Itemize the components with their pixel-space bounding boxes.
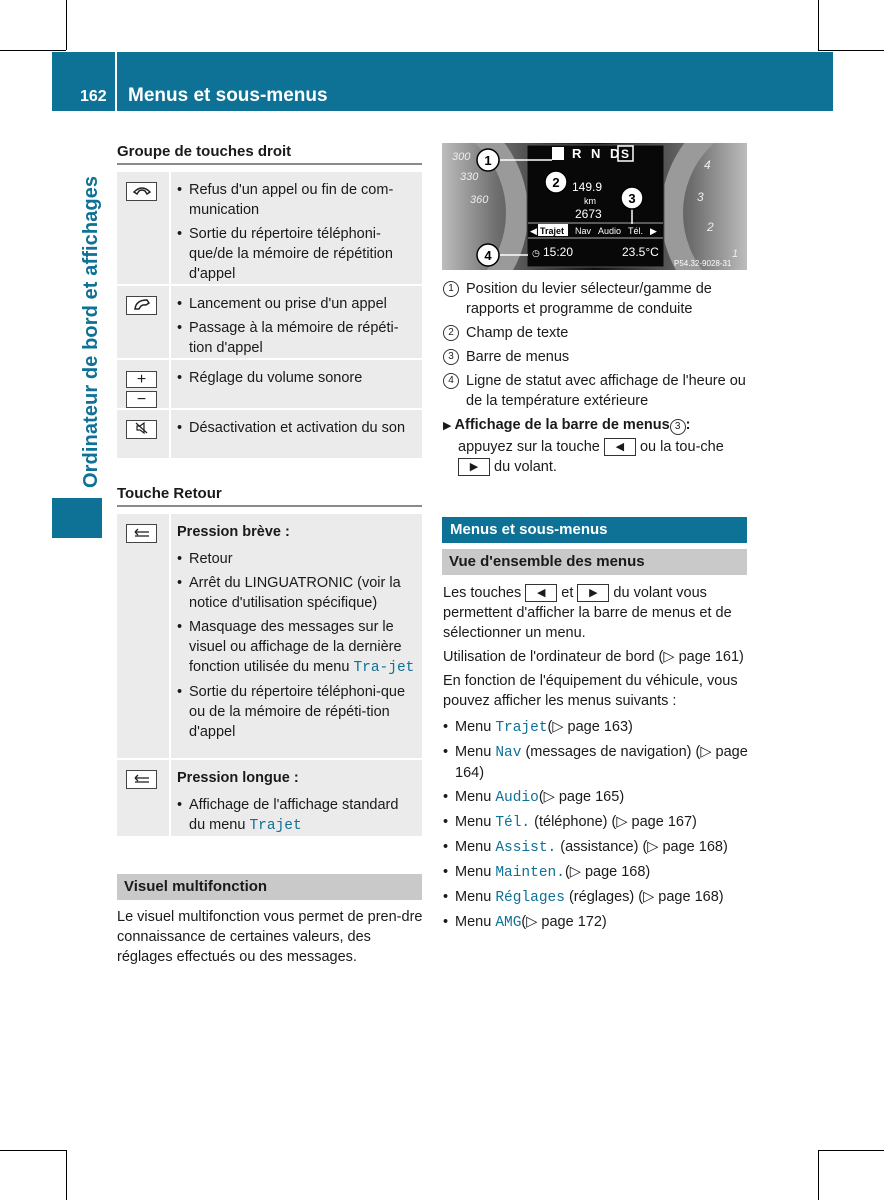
header-divider bbox=[115, 52, 117, 111]
menu-bar-item: Audio bbox=[598, 226, 622, 236]
status-temp: 23.5°C bbox=[622, 245, 659, 259]
menu-term-link[interactable]: Trajet bbox=[495, 720, 548, 736]
list-item: • Réglage du volume sonore bbox=[177, 368, 416, 388]
menu-list-item bbox=[443, 912, 749, 933]
menu-suffix: (assistance) (▷ page 168) bbox=[560, 839, 728, 855]
menu-bar-item: Tél. bbox=[628, 226, 644, 236]
instruction-body bbox=[443, 437, 748, 477]
distance-unit: km bbox=[584, 196, 596, 206]
dial-label: 330 bbox=[460, 171, 479, 183]
menu-list-item bbox=[443, 787, 749, 808]
right-arrow-button-icon: ▶ bbox=[458, 458, 490, 476]
crop-mark bbox=[66, 1150, 67, 1200]
legend-item bbox=[443, 279, 753, 319]
menu-list-item bbox=[443, 837, 749, 858]
list-item: • Désactivation et activation du son bbox=[177, 418, 416, 438]
menu-left-arrow: ◀ bbox=[530, 226, 537, 236]
callout-number: 4 bbox=[484, 248, 492, 263]
legend-text: Champ de texte bbox=[466, 325, 569, 341]
dial-label: 4 bbox=[704, 158, 711, 172]
crop-mark bbox=[818, 0, 819, 50]
instrument-cluster-illustration bbox=[442, 143, 747, 270]
callout-number: 3 bbox=[628, 191, 636, 206]
legend-text: Barre de menus bbox=[466, 349, 570, 365]
right-arrow-button-icon: ▶ bbox=[577, 584, 609, 602]
menu-term-link[interactable]: Réglages bbox=[495, 890, 565, 906]
legend-item bbox=[443, 323, 753, 343]
menu-right-arrow: ▶ bbox=[650, 226, 657, 236]
left-arrow-button-icon: ◀ bbox=[604, 438, 636, 456]
drive-mode: S bbox=[621, 147, 630, 161]
section-rule bbox=[117, 505, 422, 507]
paragraph-text: du volant vous permettent d'afficher la barre de menus et de sélectionner un menu. bbox=[443, 585, 732, 641]
list-item: • Refus d'un appel ou fin de com-munication bbox=[177, 180, 416, 220]
menu-term-link[interactable]: Nav bbox=[495, 745, 522, 761]
legend-text: Ligne de statut avec affichage de l'heure ou de la température extérieure bbox=[466, 373, 746, 409]
crop-mark bbox=[0, 1150, 66, 1151]
list-item-text: Affichage de l'affichage standard du menu bbox=[189, 797, 399, 833]
menus-paragraph: En fonction de l'équipement du véhicule, vous pouvez afficher les menus suivants : bbox=[443, 673, 738, 709]
volume-minus-icon: − bbox=[126, 391, 157, 408]
visuel-heading-text: Visuel multifonction bbox=[124, 878, 268, 895]
instruction-text: du volant. bbox=[494, 459, 557, 475]
page-header bbox=[52, 52, 833, 111]
table-row bbox=[117, 360, 422, 410]
list-item: • Lancement ou prise d'un appel bbox=[177, 294, 416, 314]
instruction-text: ou la tou-che bbox=[639, 439, 724, 455]
chapter-side-tab bbox=[52, 498, 102, 538]
volume-plus-icon: + bbox=[126, 371, 157, 388]
instruction-text: appuyez sur la touche bbox=[458, 439, 600, 455]
menu-prefix: Menu bbox=[455, 814, 492, 830]
menu-prefix: Menu bbox=[455, 744, 492, 760]
menu-prefix: Menu bbox=[455, 864, 492, 880]
back-key-icon bbox=[126, 524, 157, 543]
menu-term-link[interactable]: Tra-jet bbox=[353, 660, 415, 676]
short-press-label: Pression brève : bbox=[177, 524, 290, 540]
crop-mark bbox=[0, 50, 66, 51]
list-item: • Arrêt du LINGUATRONIC (voir la notice d'utilisation spécifique) bbox=[177, 573, 416, 613]
step-arrow-icon: ▶ bbox=[443, 420, 455, 432]
page-number: 162 bbox=[80, 88, 107, 105]
legend-number: 3 bbox=[670, 419, 686, 435]
menu-term-link[interactable]: Tél. bbox=[495, 815, 531, 831]
menu-suffix: (▷ page 165) bbox=[538, 789, 625, 805]
menu-prefix: Menu bbox=[455, 914, 492, 930]
table-row bbox=[117, 286, 422, 360]
table-row bbox=[117, 410, 422, 460]
crop-mark bbox=[66, 0, 67, 50]
paragraph-text: Les touches bbox=[443, 585, 522, 601]
menus-section-heading bbox=[442, 517, 747, 543]
instruction-lead-text: Affichage de la barre de menus bbox=[454, 417, 670, 433]
menu-suffix: (téléphone) (▷ page 167) bbox=[534, 814, 697, 830]
visuel-paragraph: Le visuel multifonction vous permet de pren-dre connaissance de certaines valeurs, des réglages effectués ou des messages. bbox=[117, 909, 423, 965]
status-time: 15:20 bbox=[543, 245, 574, 259]
menu-bar-item: Trajet bbox=[540, 226, 565, 236]
gear-indicator: P R N D bbox=[554, 146, 623, 161]
menus-body bbox=[443, 583, 749, 937]
menu-list-item bbox=[443, 862, 749, 883]
trip-distance: 149.9 bbox=[572, 180, 603, 194]
list-item bbox=[177, 617, 416, 678]
dial-label: 3 bbox=[697, 190, 704, 204]
instruction-lead: ▶ Affichage de la barre de menus 3 : bbox=[443, 417, 691, 433]
visuel-heading bbox=[117, 874, 422, 900]
menu-prefix: Menu bbox=[455, 839, 492, 855]
menu-term-link[interactable]: Trajet bbox=[249, 818, 302, 834]
menus-overview-heading bbox=[442, 549, 747, 575]
dial-label: 300 bbox=[452, 151, 471, 163]
list-item: • Sortie du répertoire téléphoni-que ou de la mémoire de répéti-tion d'appel bbox=[177, 682, 416, 742]
menu-bar-item: Nav bbox=[575, 226, 592, 236]
back-key-icon bbox=[126, 770, 157, 789]
menu-suffix: (▷ page 163) bbox=[547, 719, 633, 735]
crop-mark bbox=[818, 1150, 884, 1151]
odometer: 2673 bbox=[575, 207, 602, 221]
legend-number: 1 bbox=[443, 281, 459, 297]
section-rule bbox=[117, 163, 422, 165]
table-row bbox=[117, 760, 422, 838]
menu-list-item bbox=[443, 717, 749, 738]
back-key-table bbox=[117, 514, 422, 838]
right-keys-table bbox=[117, 172, 422, 460]
callout-number: 1 bbox=[484, 153, 492, 168]
menu-list-item bbox=[443, 812, 749, 833]
menu-term-link[interactable]: Audio bbox=[495, 790, 539, 806]
list-item: • Retour bbox=[177, 549, 416, 569]
menu-suffix: (messages de navigation) (▷ page 164) bbox=[455, 744, 748, 781]
crop-mark bbox=[818, 50, 884, 51]
paragraph-text: et bbox=[561, 585, 574, 601]
menu-suffix: (▷ page 168) bbox=[564, 864, 651, 880]
phone-pickup-icon bbox=[126, 296, 157, 315]
table-row bbox=[117, 172, 422, 286]
chapter-side-title: Ordinateur de bord et affichages bbox=[80, 175, 102, 488]
menu-prefix: Menu bbox=[455, 789, 492, 805]
menus-section-heading-text: Menus et sous-menus bbox=[450, 521, 608, 538]
dial-label: 2 bbox=[707, 220, 714, 234]
menu-term-link[interactable]: AMG bbox=[495, 915, 522, 931]
cluster-svg bbox=[442, 143, 747, 270]
list-item-text: Masquage des messages sur le visuel ou affichage de la dernière fonction utilisée du menu bbox=[189, 619, 402, 675]
menu-suffix: (réglages) (▷ page 168) bbox=[568, 889, 724, 905]
left-arrow-button-icon: ◀ bbox=[525, 584, 557, 602]
dial-label: 360 bbox=[470, 194, 489, 206]
phone-hangup-icon bbox=[126, 182, 157, 201]
instruction bbox=[443, 415, 748, 477]
crop-mark bbox=[818, 1150, 819, 1200]
legend-number: 3 bbox=[443, 349, 459, 365]
list-item: • Passage à la mémoire de répéti-tion d'appel bbox=[177, 318, 416, 358]
menu-list-item bbox=[443, 887, 749, 908]
legend-text: Position du levier sélecteur/gamme de rapports et programme de conduite bbox=[466, 281, 712, 317]
menus-paragraph: Utilisation de l'ordinateur de bord (▷ page 161) bbox=[443, 649, 744, 665]
clock-icon: ◷ bbox=[532, 249, 540, 259]
menu-list-item bbox=[443, 742, 749, 783]
list-item bbox=[177, 795, 416, 836]
legend-number: 4 bbox=[443, 373, 459, 389]
menus-overview-heading-text: Vue d'ensemble des menus bbox=[449, 553, 645, 570]
figure-ref: P54.32-9028-31 bbox=[674, 259, 732, 268]
figure-legend bbox=[443, 279, 753, 415]
callout-number: 2 bbox=[552, 175, 560, 190]
long-press-label: Pression longue : bbox=[177, 770, 299, 786]
right-keys-heading: Groupe de touches droit bbox=[117, 143, 292, 160]
menu-term-link[interactable]: Mainten. bbox=[495, 865, 565, 881]
legend-item bbox=[443, 371, 753, 411]
menu-suffix: (▷ page 172) bbox=[521, 914, 607, 930]
dial-label: 1 bbox=[732, 248, 739, 260]
menu-term-link[interactable]: Assist. bbox=[495, 840, 557, 856]
menus-paragraph bbox=[443, 583, 749, 643]
list-item: • Sortie du répertoire téléphoni-que/de la mémoire de répétition d'appel bbox=[177, 224, 416, 284]
table-row bbox=[117, 514, 422, 760]
mute-icon bbox=[126, 420, 157, 439]
legend-number: 2 bbox=[443, 325, 459, 341]
menu-prefix: Menu bbox=[455, 889, 492, 905]
back-key-heading: Touche Retour bbox=[117, 485, 222, 502]
menu-prefix: Menu bbox=[455, 719, 492, 735]
page-title: Menus et sous-menus bbox=[128, 85, 328, 106]
legend-item bbox=[443, 347, 753, 367]
